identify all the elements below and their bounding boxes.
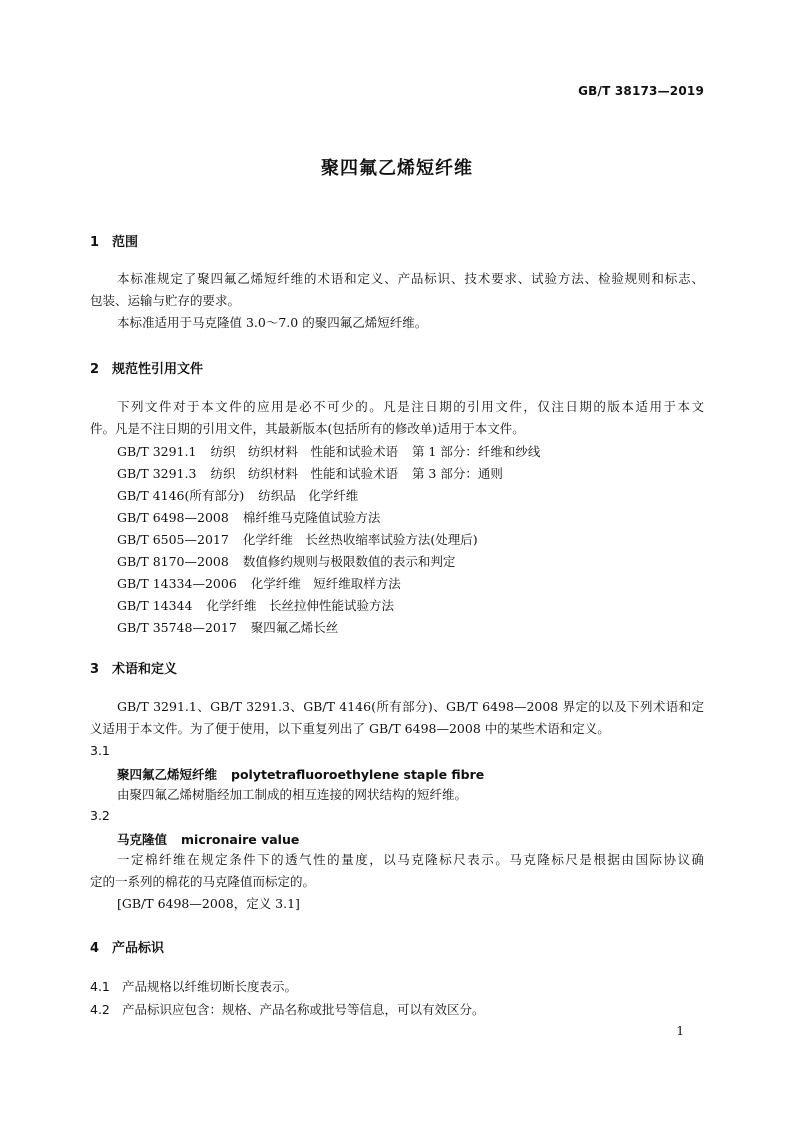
reference-title: 数值修约规则与极限数值的表示和判定 — [242, 554, 456, 569]
reference-item — [117, 596, 394, 614]
clause-text: 产品规格以纤维切断长度表示。 — [122, 979, 298, 994]
term-chinese: 马克隆值 — [117, 832, 168, 847]
term-entry — [117, 765, 484, 783]
standard-number: GB/T 38173—2019 — [578, 84, 704, 98]
section-number: 1 — [90, 235, 100, 250]
section-number: 4 — [90, 941, 100, 956]
reference-title: 纺织品 化学纤维 — [258, 488, 359, 503]
term-definition: 定的一系列的棉花的马克隆值而标定的。 — [90, 874, 316, 889]
section-1-heading — [90, 231, 138, 250]
term-number: 3.1 — [90, 743, 110, 758]
section-title: 产品标识 — [112, 941, 165, 956]
section-4-heading — [90, 937, 164, 956]
reference-part: 第 3 部分：通则 — [411, 466, 503, 481]
section-number: 3 — [90, 662, 100, 677]
reference-part: 第 1 部分：纤维和纱线 — [411, 444, 541, 459]
reference-title: 纺织 纺织材料 性能和试验术语 — [210, 466, 398, 481]
section-2-heading — [90, 358, 203, 377]
section-title: 范围 — [112, 235, 139, 250]
reference-code: GB/T 8170—2008 — [117, 554, 229, 569]
paragraph-line: 件。凡是不注日期的引用文件，其最新版本(包括所有的修改单)适用于本文件。 — [90, 421, 525, 436]
reference-title: 聚四氟乙烯长丝 — [250, 620, 339, 635]
reference-code: GB/T 3291.1 — [117, 444, 197, 459]
term-chinese: 聚四氟乙烯短纤维 — [117, 767, 218, 782]
reference-item — [117, 442, 540, 460]
reference-item — [117, 508, 380, 526]
reference-item — [117, 574, 401, 592]
term-number: 3.2 — [90, 808, 110, 823]
reference-code: GB/T 6498—2008 — [117, 510, 229, 525]
reference-title: 纺织 纺织材料 性能和试验术语 — [210, 444, 398, 459]
reference-item — [117, 464, 503, 482]
reference-code: GB/T 14344 — [117, 598, 193, 613]
clause-number: 4.2 — [90, 1002, 110, 1017]
reference-code: GB/T 35748—2017 — [117, 620, 237, 635]
paragraph-line: 包装、运输与贮存的要求。 — [90, 293, 241, 308]
term-definition: 由聚四氟乙烯树脂经加工制成的相互连接的网状结构的短纤维。 — [117, 787, 468, 802]
reference-item — [117, 618, 338, 636]
paragraph-line: 下列文件对于本文件的应用是必不可少的。凡是注日期的引用文件，仅注日期的版本适用于本文 — [117, 399, 704, 414]
paragraph-line: GB/T 3291.1、GB/T 3291.3、GB/T 4146(所有部分)、GB/T 6498—2008 界定的以及下列术语和定 — [117, 699, 704, 714]
term-source: [GB/T 6498—2008，定义 3.1] — [117, 896, 300, 911]
reference-code: GB/T 14334—2006 — [117, 576, 237, 591]
term-entry — [117, 830, 299, 848]
clause-item — [90, 1000, 485, 1018]
paragraph-line: 义适用于本文件。为了便于使用，以下重复列出了 GB/T 6498—2008 中的某些术语和定义。 — [90, 721, 610, 736]
section-title: 术语和定义 — [112, 662, 178, 677]
paragraph-line: 本标准适用于马克隆值 3.0～7.0 的聚四氟乙烯短纤维。 — [117, 315, 428, 330]
term-english: polytetrafluoroethylene staple fibre — [231, 767, 485, 782]
term-definition: 一定棉纤维在规定条件下的透气性的量度，以马克隆标尺表示。马克隆标尺是根据由国际协议确 — [117, 852, 704, 867]
reference-code: GB/T 4146(所有部分) — [117, 488, 245, 503]
clause-item — [90, 977, 297, 995]
reference-title: 棉纤维马克隆值试验方法 — [242, 510, 381, 525]
clause-number: 4.1 — [90, 979, 110, 994]
reference-item — [117, 486, 358, 504]
reference-code: GB/T 3291.3 — [117, 466, 197, 481]
reference-title: 化学纤维 短纤维取样方法 — [250, 576, 401, 591]
page-title: 聚四氟乙烯短纤维 — [321, 158, 473, 179]
section-number: 2 — [90, 362, 100, 377]
reference-item — [117, 530, 478, 548]
reference-code: GB/T 6505—2017 — [117, 532, 229, 547]
section-title: 规范性引用文件 — [112, 362, 204, 377]
term-english: micronaire value — [181, 832, 300, 847]
section-3-heading — [90, 658, 177, 677]
reference-title: 化学纤维 长丝拉伸性能试验方法 — [206, 598, 394, 613]
reference-item — [117, 552, 455, 570]
clause-text: 产品标识应包含：规格、产品名称或批号等信息，可以有效区分。 — [122, 1002, 485, 1017]
reference-title: 化学纤维 长丝热收缩率试验方法(处理后) — [242, 532, 478, 547]
paragraph-line: 本标准规定了聚四氟乙烯短纤维的术语和定义、产品标识、技术要求、试验方法、检验规则和标志、 — [117, 271, 704, 286]
page-number: 1 — [676, 1024, 684, 1038]
